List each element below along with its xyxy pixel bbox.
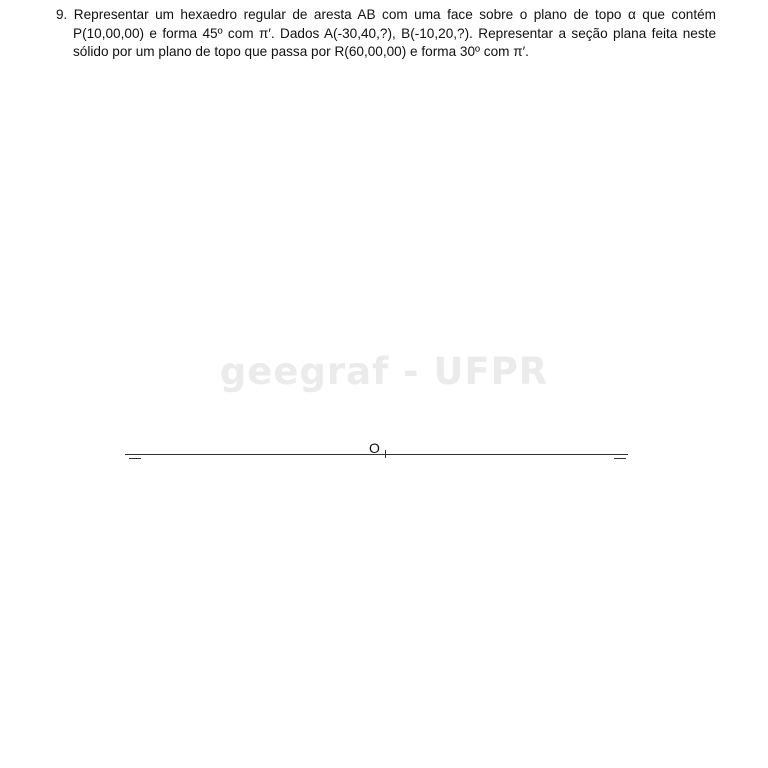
watermark: geegraf - UFPR (219, 350, 549, 393)
problem-statement (56, 6, 716, 62)
origin-tick (385, 450, 386, 458)
ground-line-right-mark (614, 458, 626, 459)
origin-label: O (369, 440, 380, 456)
problem-line-3: sólido por um plano de topo que passa por R(60,00,00) e forma 30º com π′. (73, 44, 529, 59)
problem-line-1: 9. Representar um hexaedro regular de aresta AB com uma face sobre o plano de topo α que contém (56, 7, 716, 22)
problem-line-2: P(10,00,00) e forma 45º com π′. Dados A(-30,40,?), B(-10,20,?). Representar a seção plana feita neste (73, 25, 716, 41)
ground-line-left-mark (129, 458, 141, 459)
